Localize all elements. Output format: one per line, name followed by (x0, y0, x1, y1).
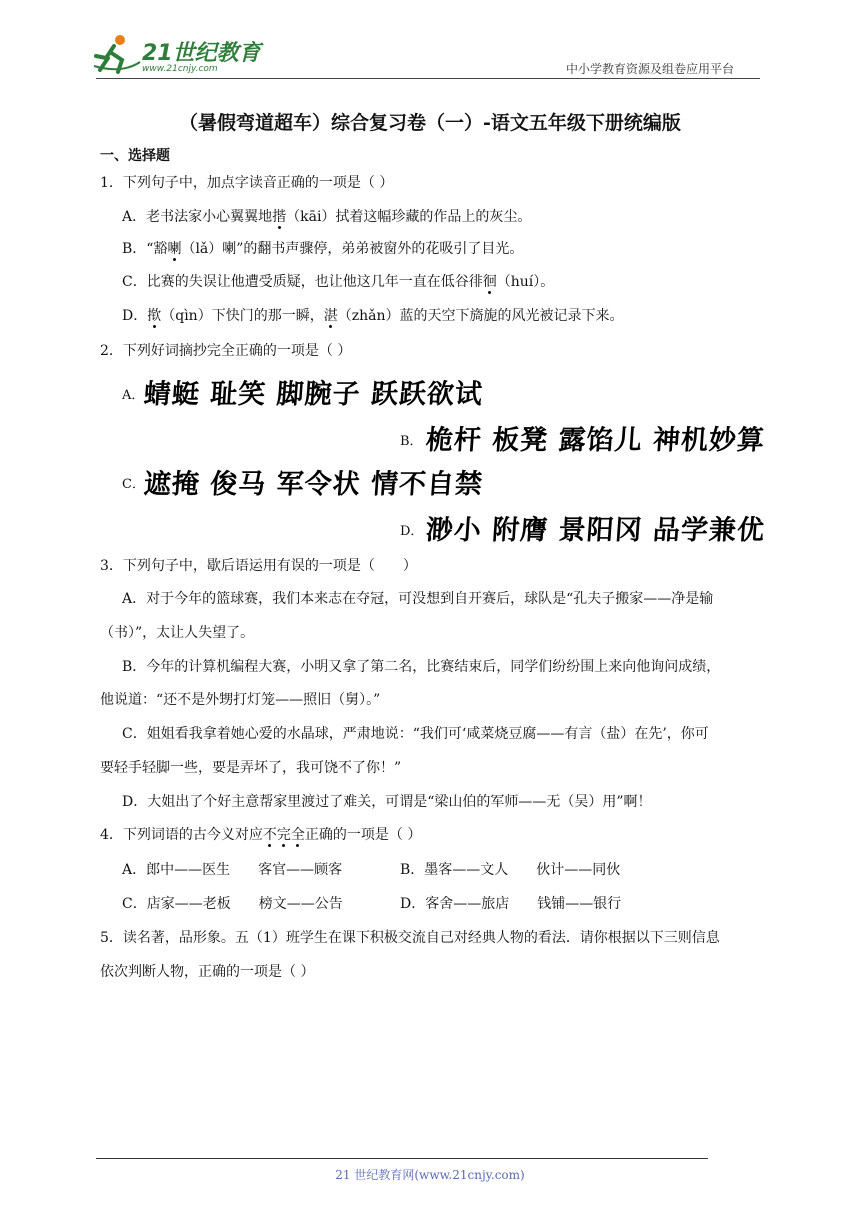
question-3-option-a-line2: （书）”，太让人失望了。 (100, 625, 255, 641)
footer-divider (96, 1158, 708, 1159)
question-1-option-b: B．“豁喇（lǎ）喇”的翻书声骤停，弟弟被窗外的花吸引了目光。 (122, 241, 524, 257)
question-2-stem: 2．下列好词摘抄完全正确的一项是（ ） (100, 343, 352, 359)
question-5-line1: 5．读名著，品形象。五（1）班学生在课下积极交流自己对经典人物的看法．请你根据以下三则信息 (100, 930, 720, 946)
question-3-option-d: D．大姐出了个好主意帮家里渡过了难关，可谓是“梁山伯的军师——无（吴）用”啊！ (122, 794, 652, 810)
question-3-stem: 3．下列句子中，歇后语运用有误的一项是（ ） (100, 558, 417, 574)
logo-text: 21世纪教育 (142, 41, 261, 66)
question-3-option-b-line1: B．今年的计算机编程大赛，小明又拿了第二名，比赛结束后，同学们纷纷围上来向他询问成绩， (122, 659, 721, 675)
question-2-option-a-label: A． (122, 388, 145, 403)
question-4-option-d: D．客舍——旅店 钱铺——银行 (400, 896, 622, 912)
page-header (0, 0, 860, 90)
header-divider (96, 78, 760, 79)
question-5-line2: 依次判断人物，正确的一项是（ ） (100, 964, 315, 980)
question-1-option-d: D．揿（qìn）下快门的那一瞬，湛（zhǎn）蓝的天空下旖旎的风光被记录下来。 (122, 308, 624, 324)
section-heading: 一、选择题 (100, 148, 170, 164)
question-3-option-c-line1: C．姐姐看我拿着她心爱的水晶球，严肃地说：“我们可‘咸菜烧豆腐——有言（盐）在先’，你可 (122, 726, 709, 742)
question-4-option-c: C．店家——老板 榜文——公告 (122, 896, 343, 912)
question-2-option-b-label: B． (400, 434, 423, 449)
logo-url: www.21cnjy.com (142, 64, 218, 74)
question-4-option-a: A．郎中——医生 客官——顾客 (122, 862, 343, 878)
question-1-option-a: A．老书法家小心翼翼地揩（kāi）拭着这幅珍藏的作品上的灰尘。 (122, 209, 532, 225)
page-title: （暑假弯道超车）综合复习卷（一）-语文五年级下册统编版 (179, 112, 681, 134)
question-2-option-a-handwriting: 蜻蜓 耻笑 脚腕子 跃跃欲试 (142, 379, 485, 410)
question-1-option-c: C．比赛的失误让他遭受质疑，也让他这几年一直在低谷徘徊（huí）。 (122, 274, 555, 290)
question-3-option-c-line2: 要轻手轻脚一些，要是弄坏了，我可饶不了你！” (100, 760, 402, 776)
question-4-option-b: B．墨客——文人 伙计——同伙 (400, 862, 621, 878)
question-2-option-d-handwriting: 渺小 附膺 景阳冈 品学兼优 (424, 515, 767, 546)
question-2-option-b-handwriting: 桅杆 板凳 露馅儿 神机妙算 (424, 425, 767, 456)
question-2-option-d-label: D． (400, 524, 424, 539)
footer-link[interactable]: 21 世纪教育网(www.21cnjy.com) (335, 1168, 525, 1182)
question-1-stem: 1．下列句子中，加点字读音正确的一项是（ ） (100, 175, 394, 191)
question-2-option-c-handwriting: 遮掩 俊马 军令状 情不自禁 (142, 469, 485, 500)
question-3-option-b-line2: 他说道：“还不是外甥打灯笼——照旧（舅）。” (100, 692, 381, 708)
header-platform-name: 中小学教育资源及组卷应用平台 (566, 62, 735, 76)
question-4-stem: 4．下列词语的古今义对应不完全正确的一项是（ ） (100, 827, 422, 843)
question-2-option-c-label: C． (122, 477, 145, 492)
question-3-option-a-line1: A．对于今年的篮球赛，我们本来志在夺冠，可没想到自开赛后，球队是“孔夫子搬家——净是输 (122, 591, 714, 607)
